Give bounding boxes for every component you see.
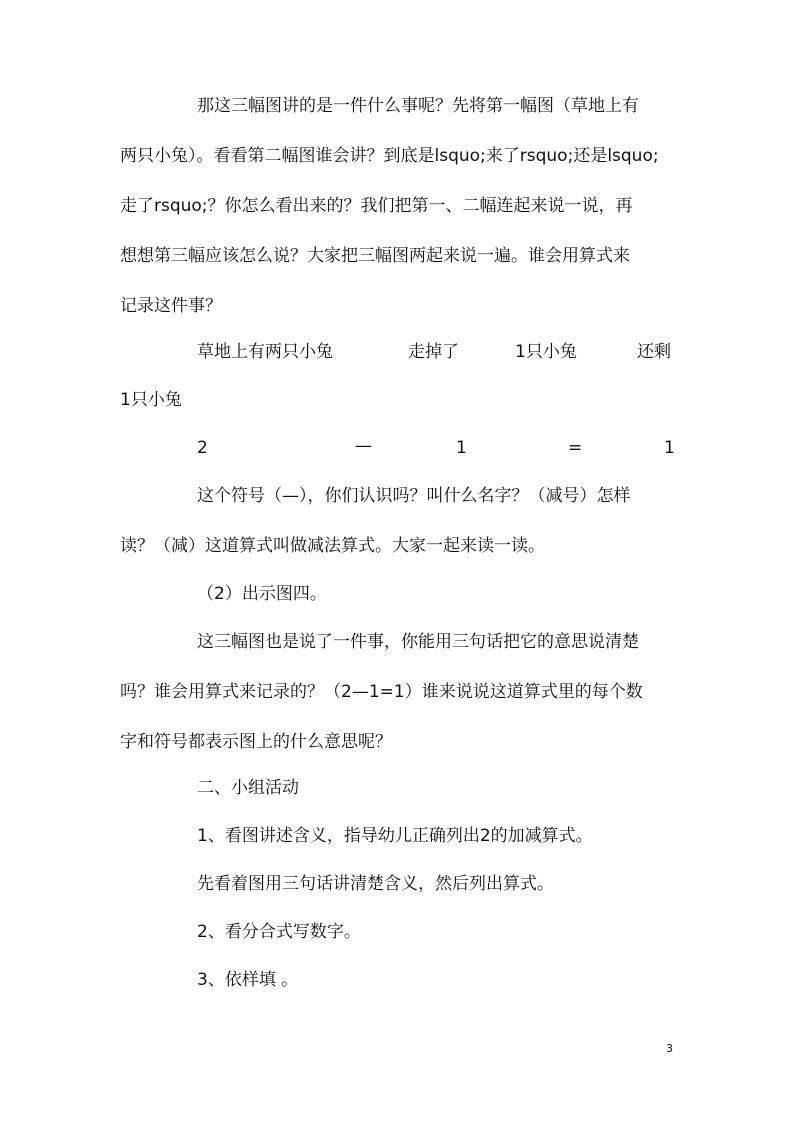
text-line: 那这三幅图讲的是一件什么事呢？先将第一幅图（草地上有 (197, 96, 639, 116)
paragraph-1-line-4 (120, 246, 671, 266)
paragraph-2-line-1 (197, 486, 671, 506)
text-line: 读？（减）这道算式叫做减法算式。大家一起来读一读。 (120, 536, 545, 556)
story-part-1: 草地上有两只小兔 (197, 342, 333, 362)
story-part-5: 1只小兔 (120, 390, 182, 410)
section-group-activity: 二、小组活动 (197, 778, 299, 798)
list-item-2: 2、看分合式写数字。 (197, 922, 361, 942)
story-part-2: 走掉了 (408, 342, 459, 362)
text-line: 这三幅图也是说了一件事，你能用三句话把它的意思说清楚 (197, 632, 639, 652)
text-line: 想想第三幅应该怎么说？大家把三幅图两起来说一遍。谁会用算式来 (120, 246, 630, 266)
text-line: 吗？谁会用算式来记录的？（2—1=1）谁来说说这道算式里的每个数 (120, 682, 643, 702)
equation-equals-sign: = (568, 438, 583, 458)
text-line: 字和符号都表示图上的什么意思呢？ (120, 732, 392, 752)
paragraph-1-line-1 (197, 96, 671, 116)
paragraph-3-line-3 (120, 732, 392, 752)
equation-term-2: 1 (456, 438, 467, 458)
paragraph-1-line-2 (120, 146, 671, 166)
text-line: 这个符号（—），你们认识吗？叫什么名字？（减号）怎样 (197, 486, 631, 506)
paragraph-1-line-3 (120, 196, 671, 216)
story-part-4: 还剩 (637, 342, 671, 362)
equation-minus-sign: — (355, 436, 372, 456)
paragraph-1-line-5 (120, 296, 222, 316)
text-line: 两只小兔）。看看第二幅图谁会讲？到底是lsquo;来了rsquo;还是lsquo; (120, 146, 659, 166)
text-line: 走了rsquo;？你怎么看出来的？我们把第一、二幅连起来说一说，再 (120, 196, 633, 216)
paragraph-3-line-1 (197, 632, 671, 652)
paragraph-2-line-2 (120, 536, 545, 556)
story-part-3: 1只小兔 (515, 342, 577, 362)
list-item-1-note: 先看着图用三句话讲清楚含义，然后列出算式。 (197, 874, 554, 894)
text-line: 记录这件事？ (120, 296, 222, 316)
page-number: 3 (666, 1042, 673, 1055)
equation-result: 1 (664, 438, 675, 458)
equation-term-1: 2 (197, 438, 208, 458)
list-item-1: 1、看图讲述含义，指导幼儿正确列出2的加减算式。 (197, 826, 593, 846)
paragraph-3-line-2 (120, 682, 671, 702)
list-item-3: 3、依样填 。 (197, 970, 299, 990)
section-show-figure-4: （2）出示图四。 (197, 584, 327, 604)
